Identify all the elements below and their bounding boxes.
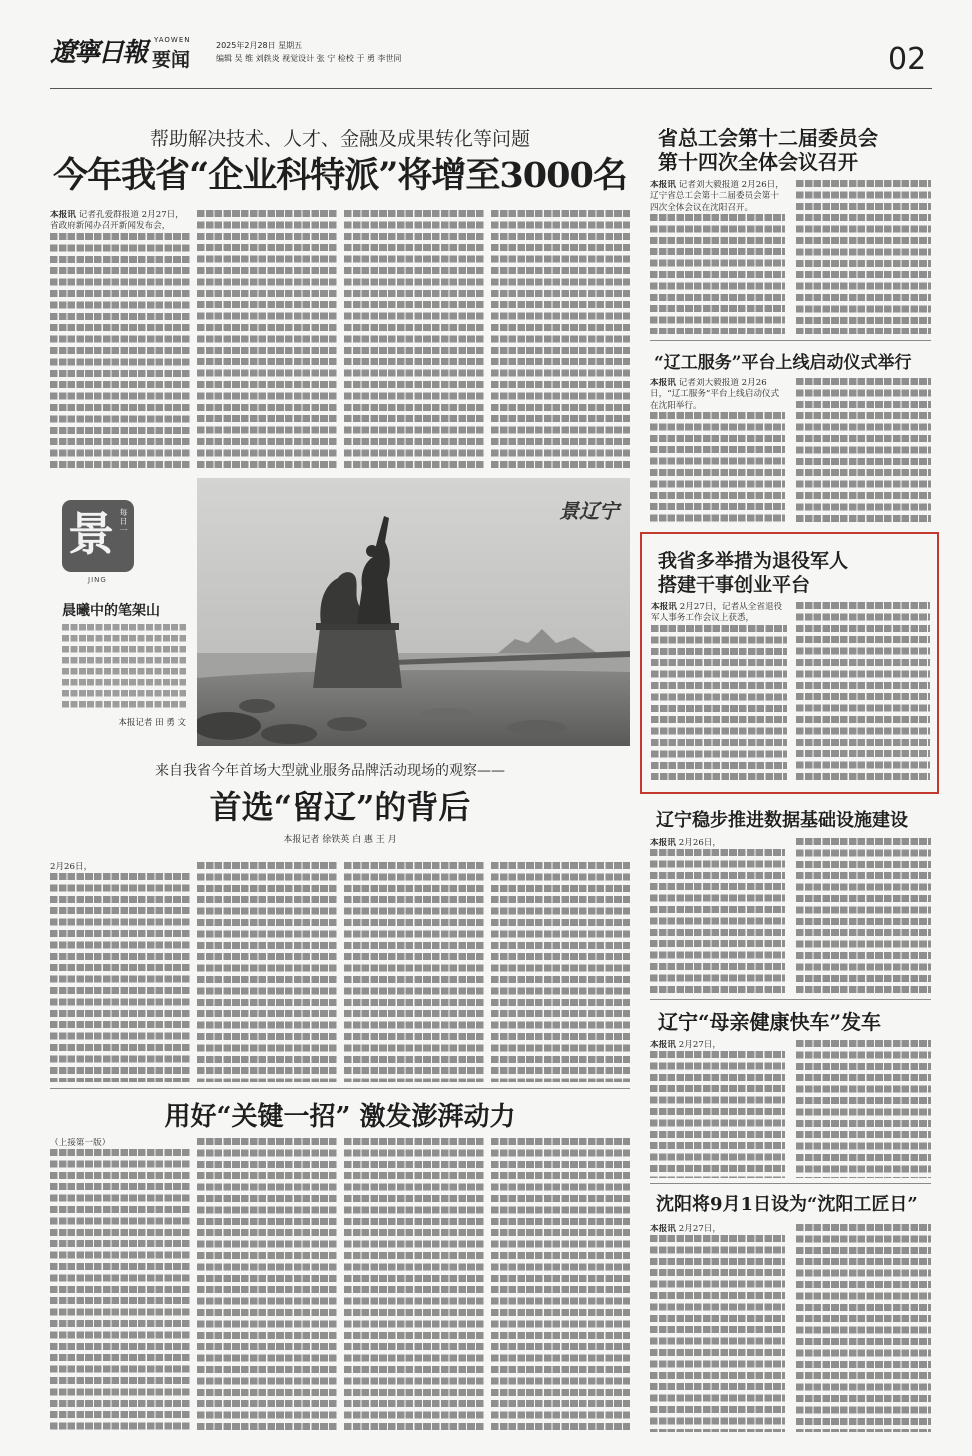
article-lead (650, 378, 785, 412)
body-text-lines (650, 1051, 785, 1178)
photo-statue-pedestal (313, 628, 402, 688)
article-headline: 第十四次全体会议召开 (658, 150, 858, 174)
article-column (796, 180, 931, 334)
article-kicker: 来自我省今年首场大型就业服务品牌活动现场的观察—— (155, 763, 505, 779)
photo-rock (421, 708, 473, 720)
article-lead-text: 记者刘大毅报道 2月26日，辽宁省总工会第十二届委员会第十四次全体会议在沈阳召开。 (650, 180, 784, 213)
body-text-lines (344, 210, 484, 468)
article-column (50, 210, 190, 468)
body-text-lines (50, 1149, 190, 1432)
article-headline: 辽宁稳步推进数据基础设施建设 (656, 810, 908, 831)
article-headline: 我省多举措为退役军人 (658, 550, 849, 572)
body-text-lines (796, 378, 931, 524)
article-column (796, 1040, 931, 1178)
article-tag: 本报讯 (650, 180, 676, 190)
article-column (197, 210, 337, 468)
article-headline: 今年我省“企业科特派”将增至3000名 (53, 155, 627, 196)
body-text-lines (62, 624, 186, 712)
article-lead (650, 1040, 785, 1051)
section-label: 要闻 (152, 49, 191, 71)
article-column (344, 1138, 484, 1432)
article-lead (50, 1138, 190, 1149)
article-tag: 本报讯 (650, 1224, 676, 1234)
body-text-lines (344, 862, 484, 1082)
article-byline: 本报记者 徐铁英 白 惠 王 月 (283, 835, 397, 845)
article-tag: 本报讯 (50, 210, 76, 220)
article-column (650, 180, 785, 334)
body-text-lines (50, 233, 190, 468)
article-column (491, 862, 630, 1082)
column-label-en: JING (88, 576, 107, 584)
photo-title: 晨曦中的笔架山 (62, 603, 160, 619)
article-lead-text: 2月27日， (678, 1224, 721, 1234)
body-text-lines (796, 838, 931, 994)
article-lead (50, 862, 190, 873)
photo-rock (239, 699, 275, 713)
body-text-lines (796, 180, 931, 334)
article-column (50, 1138, 190, 1432)
article-column (650, 1040, 785, 1178)
article-column (796, 378, 931, 524)
article-column (796, 838, 931, 994)
article-column (650, 378, 785, 524)
article-headline: “辽工服务”平台上线启动仪式举行 (654, 353, 912, 373)
photo (197, 478, 630, 746)
article-lead-text: 2月26日， (678, 838, 721, 848)
column-badge (62, 500, 134, 572)
body-text-lines (344, 1138, 484, 1432)
article-column (491, 210, 630, 468)
article-tag: 本报讯 (651, 602, 677, 612)
body-text-lines (650, 214, 785, 334)
article-tag: 本报讯 (650, 838, 676, 848)
body-text-lines (796, 1224, 931, 1432)
body-text-lines (50, 873, 190, 1082)
body-text-lines (796, 602, 930, 784)
section-divider (650, 340, 931, 341)
section-divider (650, 999, 931, 1000)
body-text-lines (197, 862, 337, 1082)
article-column (650, 1224, 785, 1432)
article-column (650, 838, 785, 994)
article-lead (650, 1224, 785, 1235)
body-text-lines (197, 1138, 337, 1432)
article-headline: 沈阳将9月1日设为“沈阳工匠日” (656, 1194, 918, 1215)
article-lead-text: 记者刘大毅报道 2月26日，“辽工服务”平台上线启动仪式在沈阳举行。 (650, 378, 780, 411)
body-text-lines (197, 210, 337, 468)
body-text-lines (491, 1138, 630, 1432)
article-column (197, 1138, 337, 1432)
article-lead-text: 2月26日， (50, 862, 93, 872)
article-lead (50, 210, 190, 233)
photo-credit: 本报记者 田 勇 文 (118, 718, 186, 728)
body-text-lines (650, 412, 785, 524)
body-text-lines (491, 862, 630, 1082)
article-column (796, 1224, 931, 1432)
photo-watermark: 景辽宁 (559, 499, 619, 523)
body-text-lines (650, 1235, 785, 1432)
photo-caption (62, 624, 186, 712)
article-column (651, 602, 787, 784)
body-text-lines (796, 1040, 931, 1178)
photo-image (197, 478, 630, 746)
body-text-lines (651, 625, 787, 784)
body-text-lines (650, 849, 785, 994)
photo-rock (507, 720, 567, 736)
article-headline: 搭建干事创业平台 (658, 574, 811, 596)
article-lead (650, 838, 785, 849)
section-divider (50, 1088, 630, 1089)
article-column (796, 602, 930, 784)
article-column (50, 862, 190, 1082)
article-headline: 首选“留辽”的背后 (209, 788, 471, 826)
issue-date: 2025年2月28日 星期五 (216, 41, 303, 50)
article-headline: 用好“关键一招” 激发澎湃动力 (164, 1102, 516, 1132)
editorial-staff: 编辑 吴 维 刘轶炎 视觉设计 张 宁 检校 于 勇 李世同 (216, 54, 402, 63)
article-column (344, 210, 484, 468)
article-column (344, 862, 484, 1082)
article-kicker: 帮助解决技术、人才、金融及成果转化等问题 (149, 128, 530, 150)
masthead-logo: 遼寧日報 (50, 38, 147, 68)
section-divider (650, 1183, 931, 1184)
article-headline: 省总工会第十二届委员会 (658, 126, 878, 150)
article-lead-text: （上接第一版） (50, 1138, 111, 1148)
article-lead-text: 2月27日， (678, 1040, 721, 1050)
photo-statue-head (366, 545, 378, 557)
header-rule (50, 88, 932, 89)
column-label: 每日一 (119, 508, 128, 535)
body-text-lines (491, 210, 630, 468)
photo-statue-base (316, 623, 399, 630)
article-lead-text: 记者孔爱群报道 2月27日，省政府新闻办召开新闻发布会， (50, 210, 184, 232)
section-label-en: YAOWEN (154, 36, 191, 44)
article-tag: 本报讯 (650, 1040, 676, 1050)
column-char: 景 (68, 507, 114, 561)
article-column (491, 1138, 630, 1432)
page-number: 02 (888, 42, 927, 77)
article-tag: 本报讯 (650, 378, 676, 388)
photo-rock (327, 717, 367, 731)
article-headline: 辽宁“母亲健康快车”发车 (658, 1010, 882, 1034)
article-lead (650, 180, 785, 214)
article-column (197, 862, 337, 1082)
article-lead-text: 2月27日，记者从全省退役军人事务工作会议上获悉， (651, 602, 783, 624)
article-lead (651, 602, 787, 625)
photo-rock (261, 724, 317, 744)
